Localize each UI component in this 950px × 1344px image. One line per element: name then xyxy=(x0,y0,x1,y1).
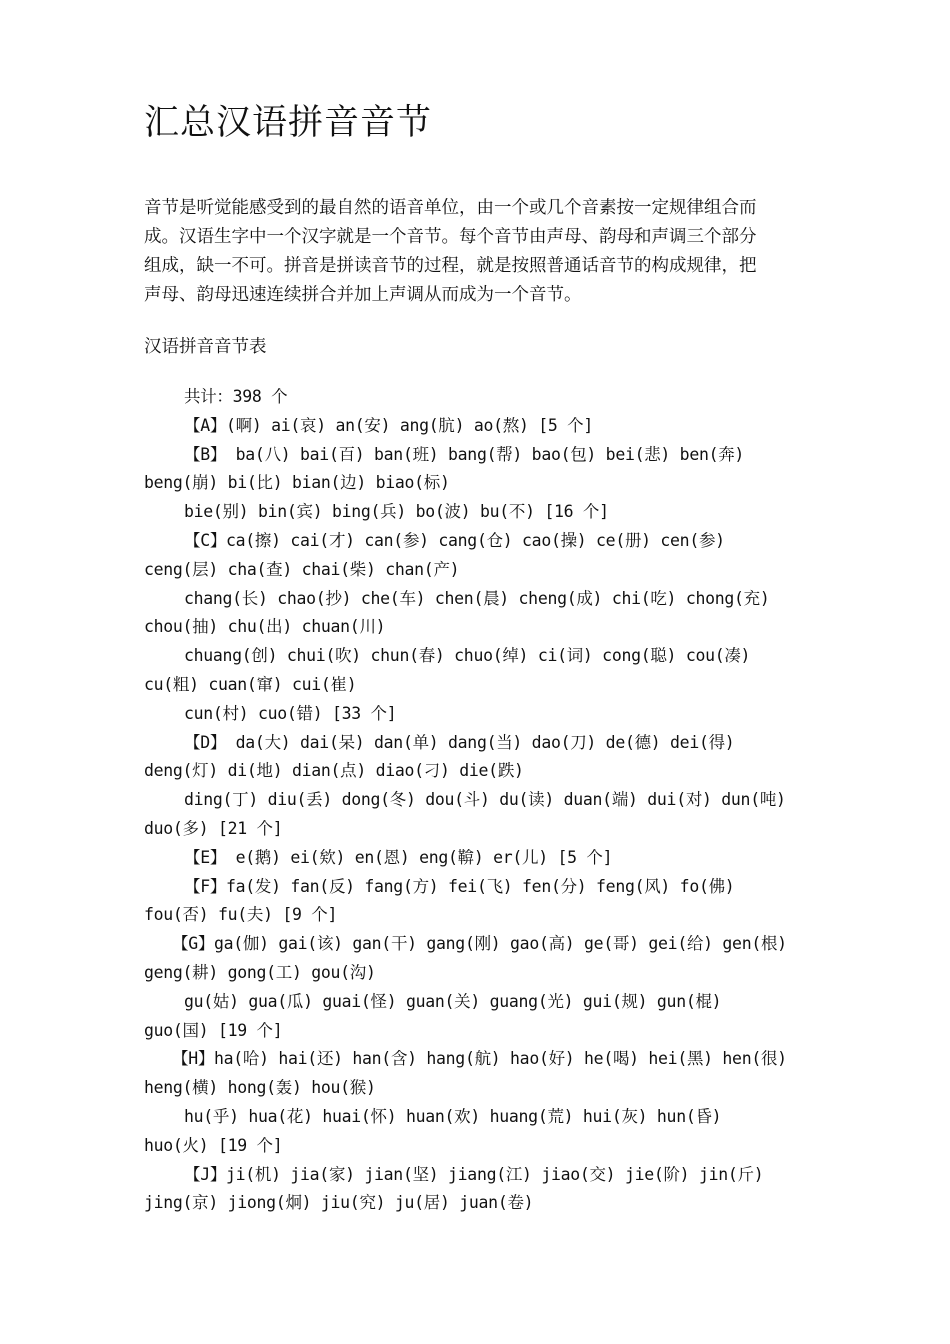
syllable-line-g: 【G】ga(伽) gai(该) gan(干) gang(刚) gao(高) ge(哥) gei(给) gen(根) xyxy=(172,934,787,954)
syllable-line-c-cont: cu(粗) cuan(窜) cui(崔) xyxy=(144,674,357,694)
intro-line: 音节是听觉能感受到的最自然的语音单位，由一个或几个音素按一定规律组合而 xyxy=(144,198,757,218)
section-heading: 汉语拼音音节表 xyxy=(144,337,267,357)
syllable-line-c: chuang(创) chui(吹) chun(春) chuo(绰) ci(词) cong(聪) cou(凑) xyxy=(184,646,751,666)
syllable-line-g-cont: guo(国) [19 个] xyxy=(144,1020,283,1040)
syllable-line-g-cont: geng(耕) gong(工) gou(沟) xyxy=(144,962,376,982)
syllable-line-j-cont: jing(京) jiong(炯) jiu(究) ju(居) juan(卷) xyxy=(144,1193,534,1213)
syllable-line-d: 【D】 da(大) dai(呆) dan(单) dang(当) dao(刀) de(德) dei(得) xyxy=(184,732,735,752)
syllable-line-h: 【H】ha(哈) hai(还) han(含) hang(航) hao(好) he(喝) hei(黑) hen(很) xyxy=(172,1049,787,1069)
intro-line: 声母、韵母迅速连续拼合并加上声调从而成为一个音节。 xyxy=(144,285,582,305)
syllable-line-a: 【A】(啊) ai(哀) an(安) ang(肮) ao(熬) [5 个] xyxy=(184,415,593,435)
syllable-line-d-cont: deng(灯) di(地) dian(点) diao(刁) die(跌) xyxy=(144,761,524,781)
syllable-line-c: 【C】ca(擦) cai(才) can(参) cang(仓) cao(操) ce(册) cen(参) xyxy=(184,530,725,550)
syllable-line-b: bie(别) bin(宾) bing(兵) bo(波) bu(不) [16 个] xyxy=(184,502,609,522)
syllable-line-d: ding(丁) diu(丢) dong(冬) dou(斗) du(读) duan(端) dui(对) dun(吨) xyxy=(184,790,786,810)
syllable-line-f: 【F】fa(发) fan(反) fang(方) fei(飞) fen(分) feng(风) fo(佛) xyxy=(184,876,735,896)
document-title: 汇总汉语拼音音节 xyxy=(144,103,433,143)
syllable-line-d-cont: duo(多) [21 个] xyxy=(144,818,283,838)
intro-paragraph xyxy=(144,194,814,310)
syllable-line-c-cont: ceng(层) cha(查) chai(柴) chan(产) xyxy=(144,559,460,579)
syllable-line-h: hu(乎) hua(花) huai(怀) huan(欢) huang(荒) hui(灰) hun(昏) xyxy=(184,1106,722,1126)
syllable-line-c-cont: chou(抽) chu(出) chuan(川) xyxy=(144,617,386,637)
syllable-line-f-cont: fou(否) fu(夫) [9 个] xyxy=(144,905,338,925)
syllable-line-h-cont: heng(横) hong(轰) hou(猴) xyxy=(144,1078,376,1098)
intro-line: 成。汉语生字中一个汉字就是一个音节。每个音节由声母、韵母和声调三个部分 xyxy=(144,227,757,247)
syllable-table xyxy=(144,383,824,1218)
syllable-line-e: 【E】 e(鹅) ei(欸) en(恩) eng(鞥) er(儿) [5 个] xyxy=(184,847,613,867)
syllable-line-b: 【B】 ba(八) bai(百) ban(班) bang(帮) bao(包) bei(悲) ben(奔) xyxy=(184,444,745,464)
syllable-line-c: chang(长) chao(抄) che(车) chen(晨) cheng(成) chi(吃) chong(充) xyxy=(184,588,770,608)
syllable-line-h-cont: huo(火) [19 个] xyxy=(144,1135,283,1155)
syllable-line-c: cun(村) cuo(错) [33 个] xyxy=(184,703,397,723)
intro-line: 组成，缺一不可。拼音是拼读音节的过程，就是按照普通话音节的构成规律，把 xyxy=(144,256,757,276)
syllable-line-b-cont: beng(崩) bi(比) bian(边) biao(标) xyxy=(144,473,450,493)
syllable-line-j: 【J】ji(机) jia(家) jian(坚) jiang(江) jiao(交) jie(阶) jin(斤) xyxy=(184,1164,764,1184)
syllable-total: 共计：398 个 xyxy=(184,387,288,406)
syllable-line-g: gu(姑) gua(瓜) guai(怪) guan(关) guang(光) gui(规) gun(棍) xyxy=(184,991,722,1011)
